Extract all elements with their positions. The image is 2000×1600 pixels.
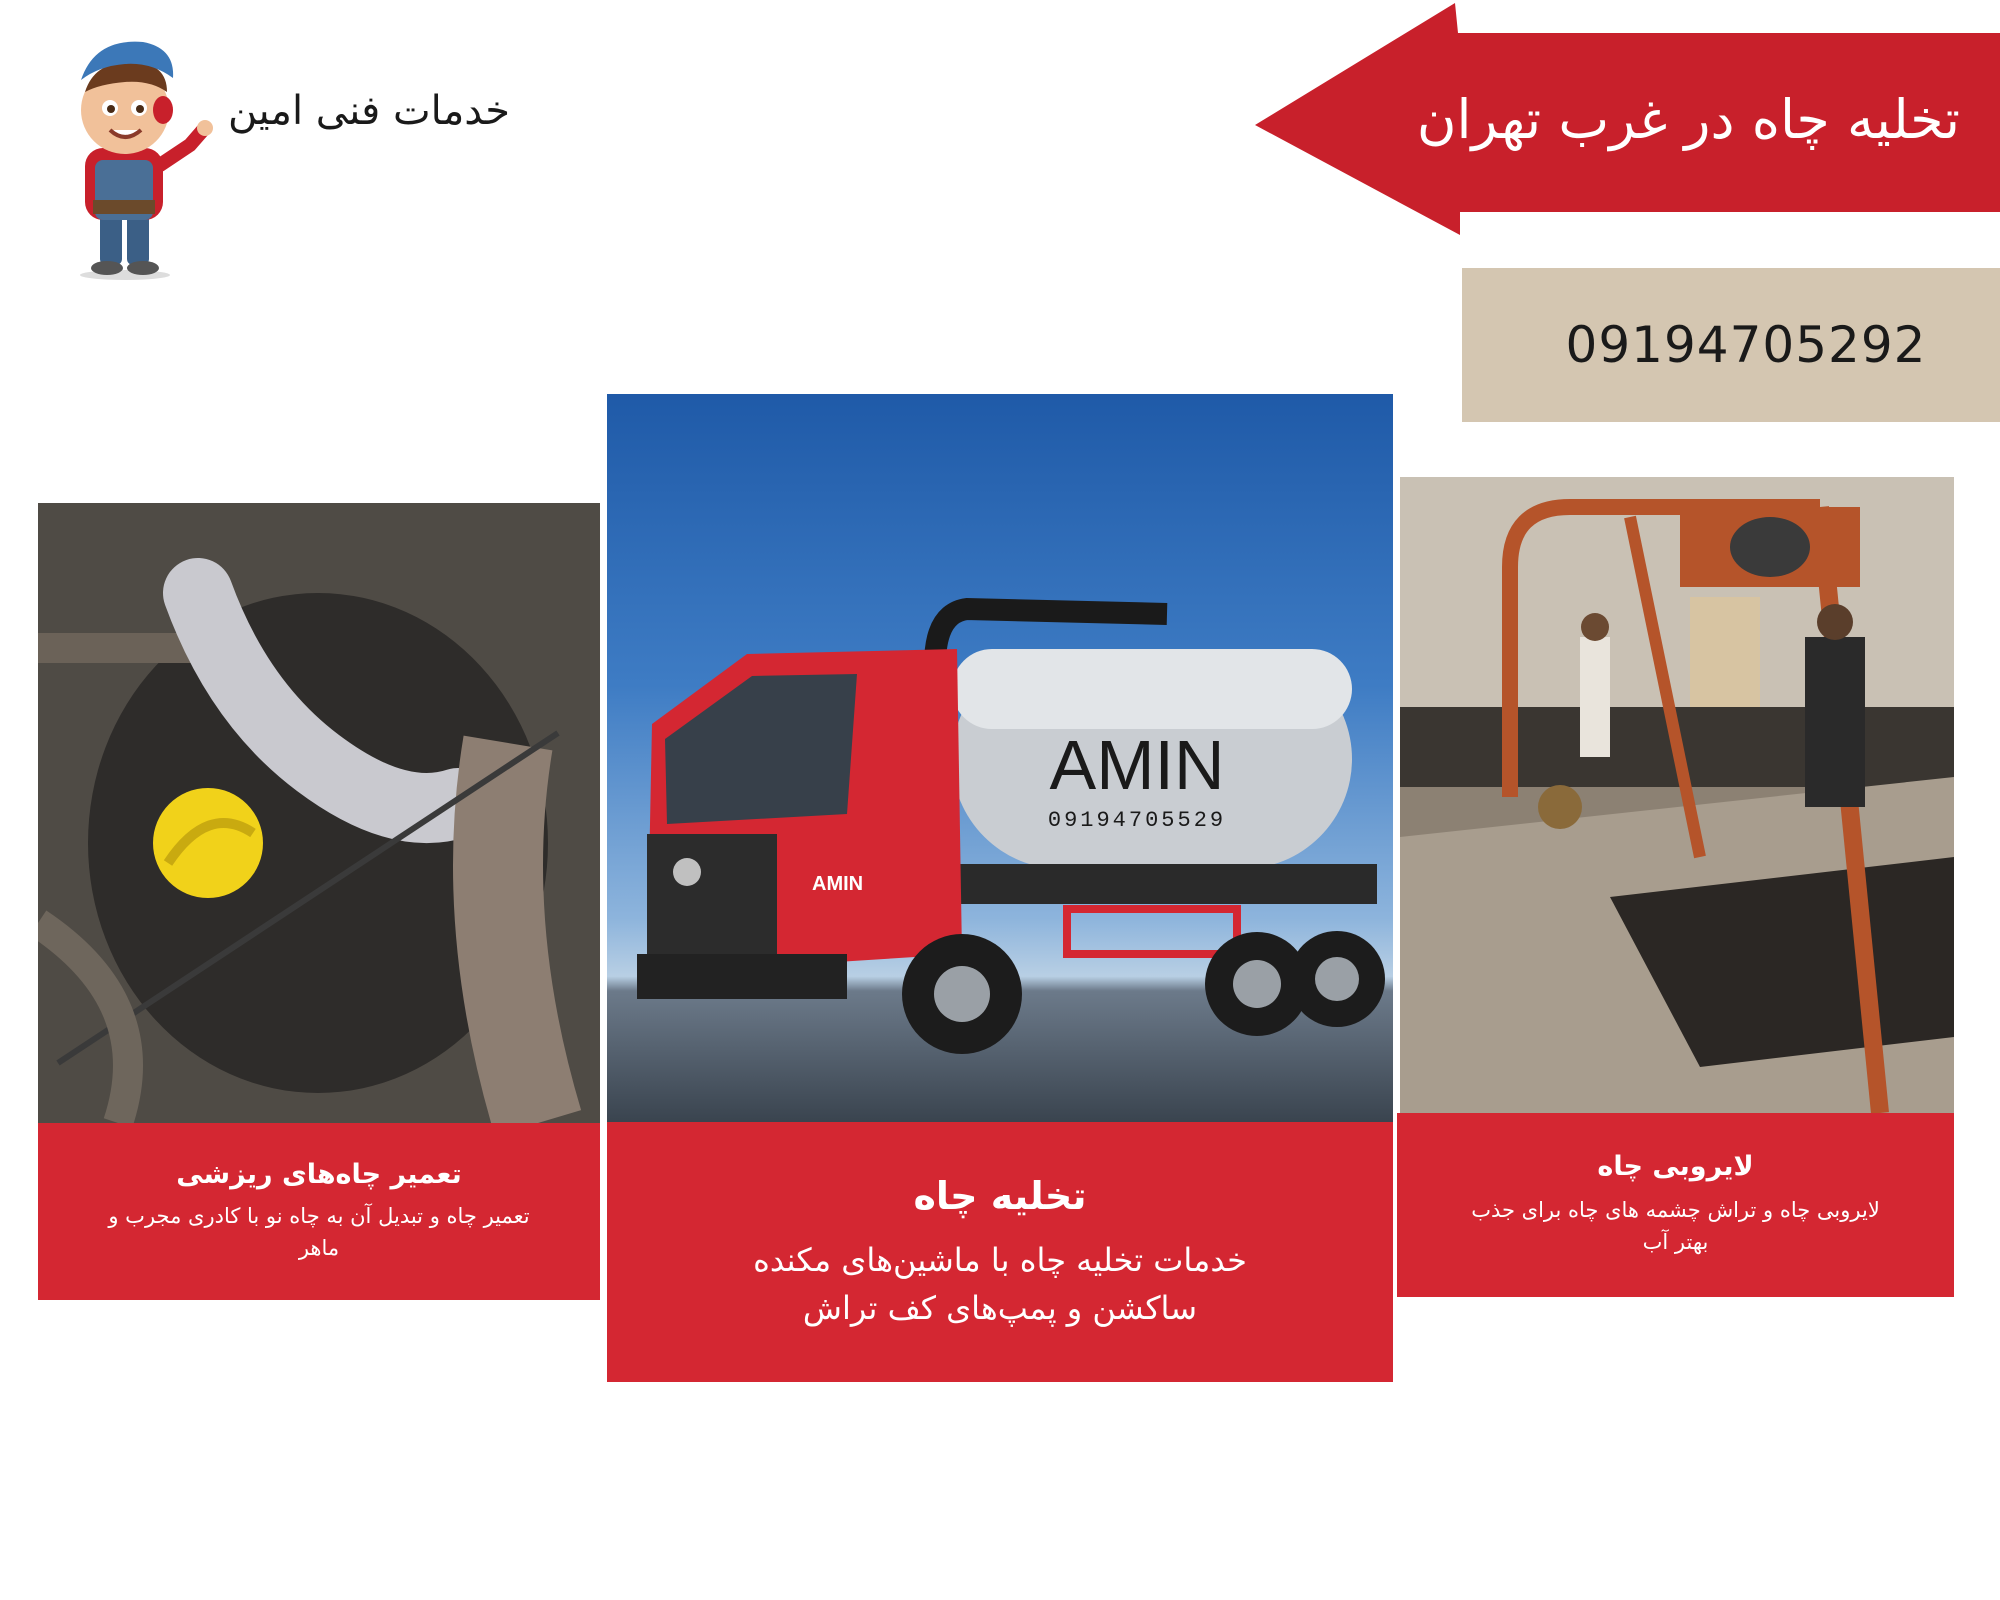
tank-brand-text: AMIN: [1049, 726, 1225, 804]
mascot-illustration: [55, 30, 215, 280]
card-description: خدمات تخلیه چاه با ماشین‌های مکنده ساکشن و پمپ‌های کف تراش: [753, 1241, 1247, 1327]
company-name: خدمات فنی امین: [228, 88, 511, 134]
tanker-truck-photo: [607, 394, 1393, 1122]
phone-number[interactable]: 09194705292: [1565, 316, 1927, 374]
tank-phone-text: 09194705529: [1047, 808, 1227, 833]
service-card-panel: [1397, 1113, 1954, 1297]
service-card-dredging: [1397, 477, 1954, 1297]
service-card-panel: [607, 1122, 1393, 1382]
cab-logo-text: AMIN: [812, 873, 864, 895]
card-title: تعمیر چاه‌های ریزشی: [176, 1159, 462, 1190]
service-card-repair: [38, 503, 600, 1300]
service-card-panel: [38, 1123, 600, 1300]
card-description: تعمیر چاه و تبدیل آن به چاه نو با کادری مجرب و ماهر: [108, 1204, 530, 1260]
well-repair-photo: [38, 503, 600, 1123]
service-card-drain: [607, 394, 1393, 1382]
banner-title: تخلیه چاه در غرب تهران: [1416, 88, 1960, 151]
card-title: تخلیه چاه: [913, 1174, 1087, 1218]
card-description: لایروبی چاه و تراش چشمه های چاه برای جذب بهتر آب: [1471, 1198, 1880, 1254]
card-title: لایروبی چاه: [1597, 1151, 1754, 1182]
phone-box: [1462, 268, 2000, 422]
well-dredging-photo: [1400, 477, 1954, 1113]
